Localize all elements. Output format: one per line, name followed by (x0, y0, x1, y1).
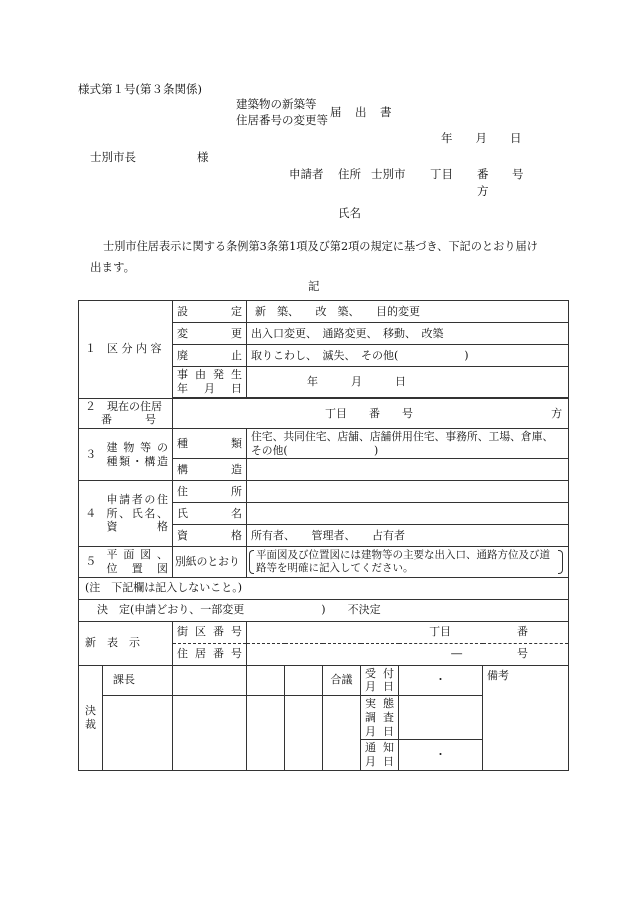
s1-setsu: 設 定 (173, 301, 247, 323)
s3-num: ３ (79, 429, 103, 481)
shin-gaiku-value[interactable]: 丁目 番 (247, 621, 569, 643)
row-jusho (79, 481, 569, 503)
s1-jiyu-label-1: 事 由 発 生 (177, 368, 242, 381)
applicant-city: 士別市 (371, 167, 406, 181)
s5-note-cell (247, 547, 569, 578)
s2-label-2: 番 号 (101, 413, 156, 427)
kessai-stamp-2[interactable] (247, 665, 285, 696)
title-suffix: 届 出 書 (330, 105, 393, 119)
s4-jusho: 住 所 (173, 481, 247, 503)
s4-shikaku: 資 格 (173, 525, 247, 547)
s4-label-2: 所、氏名、 (106, 506, 168, 520)
addressee-name: 士別市長 (90, 150, 136, 164)
s5-note: 平面図及び位置図には建物等の主要な出入口、通路方位及び道路等を明確に記入してください。 (256, 548, 550, 574)
s4-num: ４ (79, 481, 103, 547)
s2-kata: 方 (551, 406, 563, 420)
kessai-stamp-5[interactable] (247, 696, 285, 771)
s1-henko: 変 更 (173, 323, 247, 345)
s3-kozo: 構 造 (173, 459, 247, 481)
s1-haishi-options[interactable]: 取りこわし、 滅失、 その他( ) (247, 345, 569, 367)
s4-label (103, 481, 173, 547)
kessai-stamp-4[interactable] (173, 696, 247, 771)
s1-henko-options[interactable]: 出入口変更、 通路変更、 移動、 改築 (247, 323, 569, 345)
applicant-ban: 番 (477, 167, 489, 181)
kettei-row[interactable]: 決 定(申請どおり、一部変更 ) 不決定 (79, 599, 569, 621)
kessai-aigi: 合議 (323, 665, 361, 696)
s1-jiyu-label (173, 367, 247, 398)
s2-address-value[interactable] (173, 398, 569, 429)
submission-date: 年 月 日 (441, 131, 522, 145)
applicant-address-label: 住所 (338, 167, 361, 181)
row-plan (79, 547, 569, 578)
s5-note-bracket (249, 549, 566, 575)
s1-setsu-options[interactable]: 新 築、 改 築、 目的変更 (247, 301, 569, 323)
row-setsu (79, 301, 569, 323)
kessai-tsuchi: 通 知 月 日 (361, 740, 399, 771)
s5-bessi: 別紙のとおり (173, 547, 247, 578)
kessai-stamp-3[interactable] (285, 665, 323, 696)
kessai-stamp-6[interactable] (285, 696, 323, 771)
kessai-uketsuke: 受 付 月 日 (361, 665, 399, 696)
notification-table (78, 300, 569, 771)
shin-label: 新 表 示 (79, 621, 173, 665)
kessai-kacho-stamp[interactable] (103, 696, 173, 771)
title-line1: 建築物の新築等 (236, 97, 317, 111)
kessai-label: 決 裁 (79, 665, 103, 770)
s2-label-1: ２ 現在の住居 (85, 399, 162, 413)
s5-label-2: 位 置 図 (106, 561, 168, 575)
form-number: 様式第１号(第３条関係) (78, 82, 202, 96)
s4-label-3: 資 格 (106, 520, 168, 534)
s3-label-1: 建 物 等 の (106, 440, 168, 454)
row-kettei (79, 599, 569, 621)
s3-shurui-text[interactable]: 住宅、共同住宅、店舗、店舗併用住宅、事務所、工場、倉庫、その他( ) (247, 429, 569, 459)
ki-heading: 記 (308, 279, 320, 293)
kessai-jittai: 実態調査月日 (361, 696, 399, 740)
body-text-line1: 士別市住居表示に関する条例第3条第1項及び第2項の規定に基づき、下記のとおり届け (103, 240, 538, 253)
addressee-honorific: 様 (197, 150, 209, 164)
kessai-aigi-stamp[interactable] (323, 696, 361, 771)
s1-label: １ 区 分 内 容 (79, 301, 173, 399)
row-current-address (79, 398, 569, 429)
kessai-uketsuke-value[interactable]: ・ (399, 665, 483, 696)
applicant-label: 申請者 (289, 167, 324, 181)
s4-shikaku-options[interactable]: 所有者、 管理者、 占有者 (247, 525, 569, 547)
row-gaiku (79, 621, 569, 643)
shin-jukyo-value[interactable]: ― 号 (247, 643, 569, 665)
s4-jusho-value[interactable] (247, 481, 569, 503)
s5-num: ５ (79, 547, 103, 578)
s1-haishi: 廃 止 (173, 345, 247, 367)
s3-label-2: 種類・構造 (106, 454, 168, 468)
kessai-stamp-1[interactable] (173, 665, 247, 696)
bracket-left-icon (249, 550, 254, 574)
s4-shimei-value[interactable] (247, 503, 569, 525)
kessai-tsuchi-value[interactable]: ・ (399, 740, 483, 771)
body-text-line2: 出ます。 (90, 260, 136, 274)
applicant-go: 号 (512, 167, 524, 181)
s3-shurui: 種 類 (173, 429, 247, 459)
applicant-chome: 丁目 (430, 167, 453, 181)
s5-label (103, 547, 173, 578)
shin-gaiku: 街区番号 (173, 621, 247, 643)
s2-chome-ban-go: 丁目 番 号 (325, 406, 413, 420)
kessai-kacho: 課長 (103, 665, 173, 696)
s5-label-1: 平 面 図 、 (106, 548, 168, 561)
s1-jiyu-label-2: 年 月 日 (177, 381, 242, 395)
shin-jukyo: 住居番号 (173, 643, 247, 665)
s3-label (103, 429, 173, 481)
title-line2: 住居番号の変更等 (236, 113, 328, 127)
row-kessai-1 (79, 665, 569, 696)
s3-kozo-value[interactable] (247, 459, 569, 481)
s4-label-1: 申請者の住 (106, 492, 168, 506)
kessai-biko[interactable]: 備考 (483, 665, 569, 770)
row-shurui (79, 429, 569, 459)
bracket-right-icon (558, 550, 563, 574)
applicant-name-label: 氏名 (338, 206, 361, 220)
note-row: (注 下記欄は記入しないこと。) (79, 577, 569, 599)
row-note (79, 577, 569, 599)
s4-shimei: 氏 名 (173, 503, 247, 525)
kessai-jittai-value[interactable] (399, 696, 483, 740)
s1-jiyu-date[interactable]: 年 月 日 (247, 367, 569, 398)
applicant-kata: 方 (477, 184, 489, 198)
s2-label (79, 398, 173, 429)
